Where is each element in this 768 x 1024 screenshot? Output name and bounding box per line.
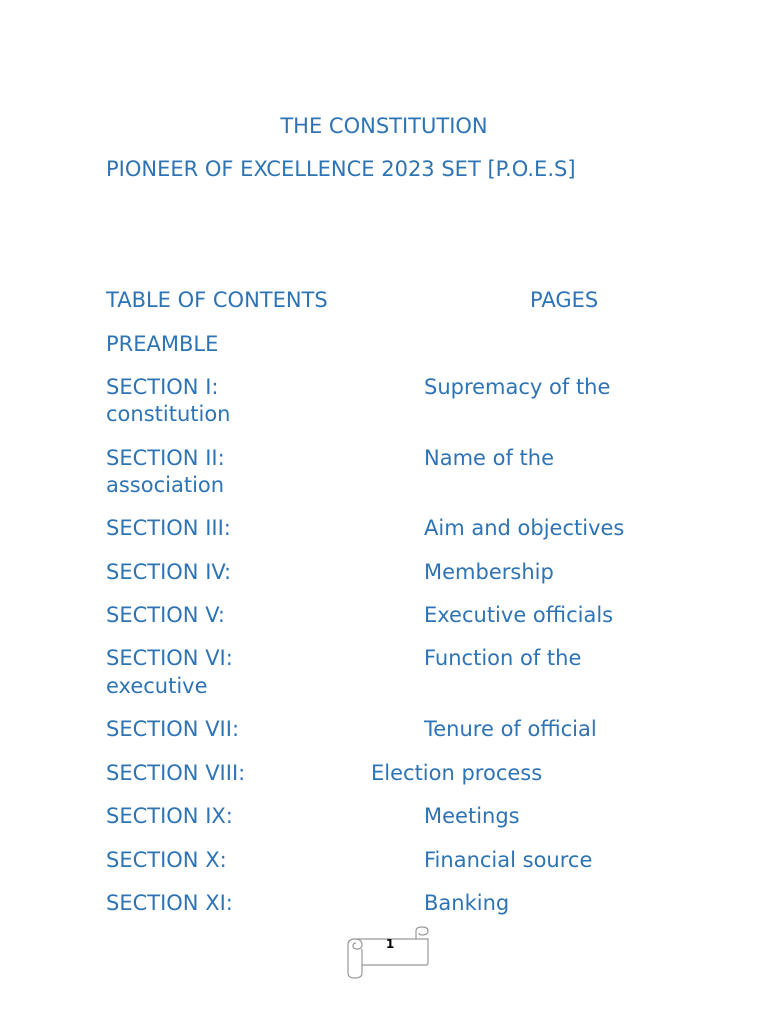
section-title: Meetings	[424, 804, 520, 828]
section-label: SECTION I:	[106, 375, 219, 399]
toc-heading: TABLE OF CONTENTS	[106, 288, 328, 312]
section-title: Membership	[424, 560, 554, 584]
section-title: Tenure of official	[424, 717, 597, 741]
section-title: Supremacy of the	[424, 375, 611, 399]
section-label: SECTION II:	[106, 446, 225, 470]
section-title: Name of the	[424, 446, 555, 470]
section-label: SECTION X:	[106, 848, 227, 872]
section-title: Financial source	[424, 848, 593, 872]
section-title: Banking	[424, 891, 510, 915]
section-title-continuation: constitution	[106, 402, 231, 426]
page-number-scroll	[344, 925, 432, 981]
section-title-continuation: association	[106, 473, 225, 497]
document-subtitle: PIONEER OF EXCELLENCE 2023 SET [P.O.E.S]	[106, 157, 576, 181]
section-label: SECTION IV:	[106, 560, 232, 584]
scroll-banner-icon	[344, 925, 432, 981]
section-label: SECTION VII:	[106, 717, 240, 741]
document-title: THE CONSTITUTION	[280, 114, 488, 138]
section-title: Executive officials	[424, 603, 614, 627]
section-title: Election process	[371, 761, 543, 785]
toc-pages-heading: PAGES	[530, 288, 599, 312]
section-title: Aim and objectives	[424, 516, 625, 540]
section-label: SECTION VI:	[106, 646, 233, 670]
section-title: Function of the	[424, 646, 582, 670]
section-label: SECTION V:	[106, 603, 225, 627]
page-number: 1	[385, 937, 395, 951]
section-label: SECTION XI:	[106, 891, 233, 915]
section-label: SECTION IX:	[106, 804, 233, 828]
section-title-continuation: executive	[106, 674, 208, 698]
section-label: SECTION III:	[106, 516, 231, 540]
toc-preamble: PREAMBLE	[106, 332, 219, 356]
section-label: SECTION VIII:	[106, 761, 246, 785]
